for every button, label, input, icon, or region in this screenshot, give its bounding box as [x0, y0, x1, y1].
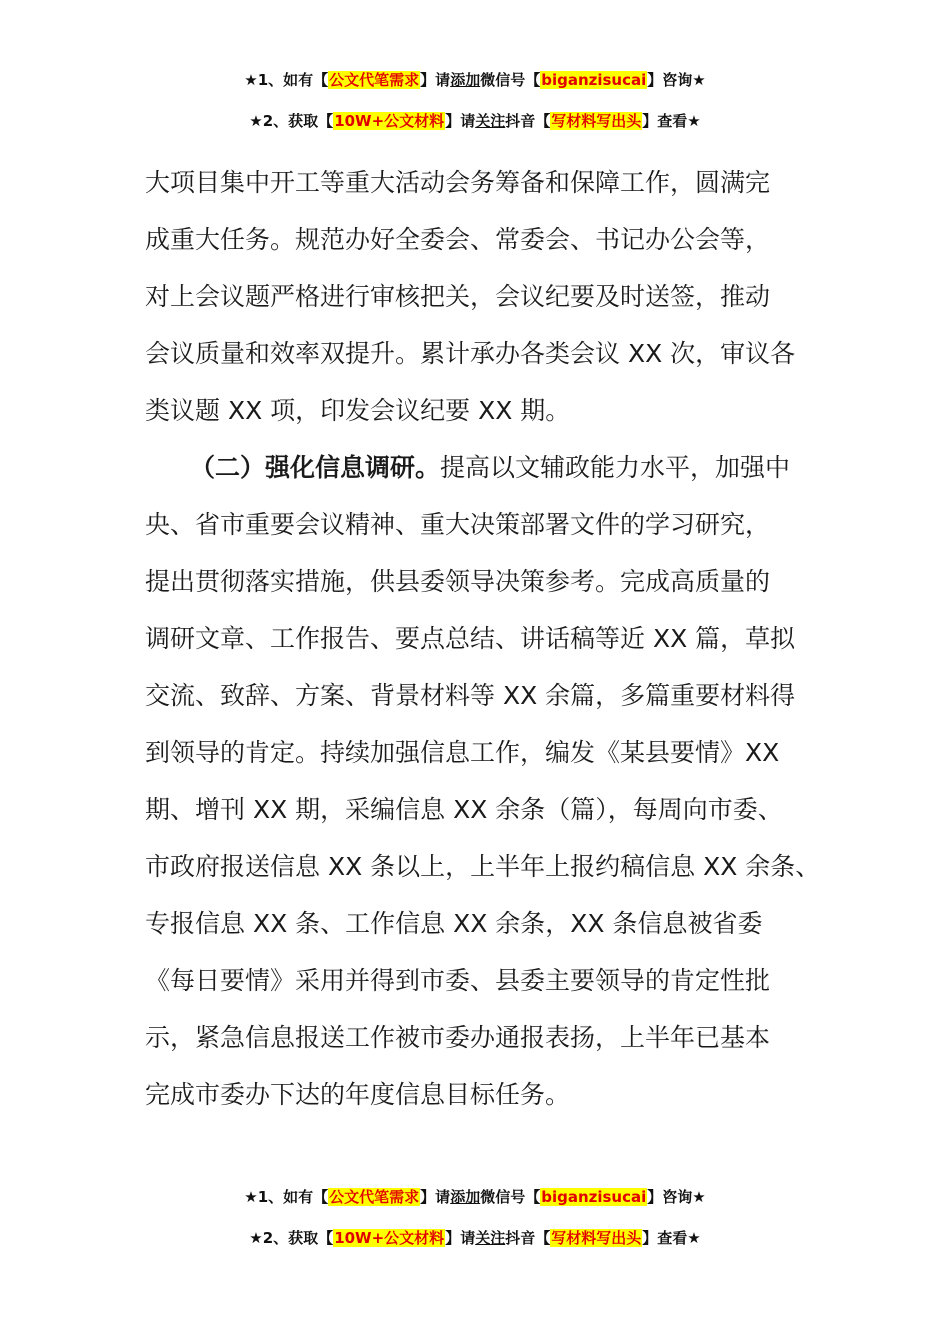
body-line: 交流、致辞、方案、背景材料等 XX 余篇，多篇重要材料得 — [145, 681, 796, 710]
banner-suffix: 】查看★ — [642, 1229, 701, 1247]
banner-mid: 抖音【 — [505, 1229, 551, 1247]
banner-suffix: 】咨询★ — [647, 1188, 706, 1206]
banner-underlined: 添加 — [450, 71, 481, 89]
banner-suffix: 】咨询★ — [647, 71, 706, 89]
banner-prefix: ★2、获取【 — [249, 112, 334, 130]
banner-highlight-douyin: 写材料写出头 — [551, 112, 642, 130]
body-line: 会议质量和效率双提升。累计承办各类会议 XX 次，审议各 — [145, 339, 796, 368]
banner-highlight-materials: 10W+公文材料 — [334, 112, 445, 130]
body-line: 示，紧急信息报送工作被市委办通报表扬，上半年已基本 — [145, 1023, 771, 1052]
banner-mid: 】请 — [420, 71, 451, 89]
body-line: 调研文章、工作报告、要点总结、讲话稿等近 XX 篇，草拟 — [145, 624, 796, 653]
banner-highlight-service: 公文代笔需求 — [329, 1188, 420, 1206]
banner-underlined: 关注 — [475, 112, 506, 130]
banner-mid: 抖音【 — [505, 112, 551, 130]
body-line: 成重大任务。规范办好全委会、常委会、书记办公会等， — [145, 225, 771, 254]
body-line: 提出贯彻落实措施，供县委领导决策参考。完成高质量的 — [145, 567, 771, 596]
body-line: 完成市委办下达的年度信息目标任务。 — [145, 1080, 571, 1109]
section-2-heading: （二）强化信息调研。 — [190, 453, 441, 482]
banner-highlight-materials: 10W+公文材料 — [334, 1229, 445, 1247]
banner-mid: 微信号【 — [480, 71, 541, 89]
banner-highlight-service: 公文代笔需求 — [329, 71, 420, 89]
banner-mid: 】请 — [445, 112, 476, 130]
body-line: 大项目集中开工等重大活动会务筹备和保障工作，圆满完 — [145, 168, 771, 197]
banner-mid: 】请 — [445, 1229, 476, 1247]
body-line: 《每日要情》采用并得到市委、县委主要领导的肯定性批 — [145, 966, 771, 995]
banner-highlight-douyin: 写材料写出头 — [551, 1229, 642, 1247]
banner-underlined: 关注 — [475, 1229, 506, 1247]
body-line: 专报信息 XX 条、工作信息 XX 余条，XX 条信息被省委 — [145, 909, 763, 938]
banner-underlined: 添加 — [450, 1188, 481, 1206]
body-line: 期、增刊 XX 期，采编信息 XX 余条（篇），每周向市委、 — [145, 795, 783, 824]
banner-prefix: ★1、如有【 — [244, 71, 329, 89]
header-banner-line-1 — [0, 70, 950, 90]
section-2-first-line — [145, 439, 815, 496]
header-banner-line-2 — [0, 111, 950, 131]
body-line: 央、省市重要会议精神、重大决策部署文件的学习研究， — [145, 510, 771, 539]
body-line: 对上会议题严格进行审核把关，会议纪要及时送签，推动 — [145, 282, 771, 311]
document-body — [145, 154, 821, 1123]
banner-mid: 微信号【 — [480, 1188, 541, 1206]
banner-mid: 】请 — [420, 1188, 451, 1206]
body-line: 到领导的肯定。持续加强信息工作，编发《某县要情》XX — [145, 738, 780, 767]
footer-banner-line-1 — [0, 1187, 950, 1207]
banner-suffix: 】查看★ — [642, 112, 701, 130]
banner-prefix: ★2、获取【 — [249, 1229, 334, 1247]
body-line: 市政府报送信息 XX 条以上，上半年上报约稿信息 XX 余条、 — [145, 852, 821, 881]
banner-highlight-wechat-id: biganzisucai — [541, 1188, 647, 1206]
footer-banner-line-2 — [0, 1228, 950, 1248]
section-2-first-rest: 提高以文辅政能力水平，加强中 — [440, 453, 791, 482]
body-line: 类议题 XX 项，印发会议纪要 XX 期。 — [145, 396, 571, 425]
banner-prefix: ★1、如有【 — [244, 1188, 329, 1206]
banner-highlight-wechat-id: biganzisucai — [541, 71, 647, 89]
